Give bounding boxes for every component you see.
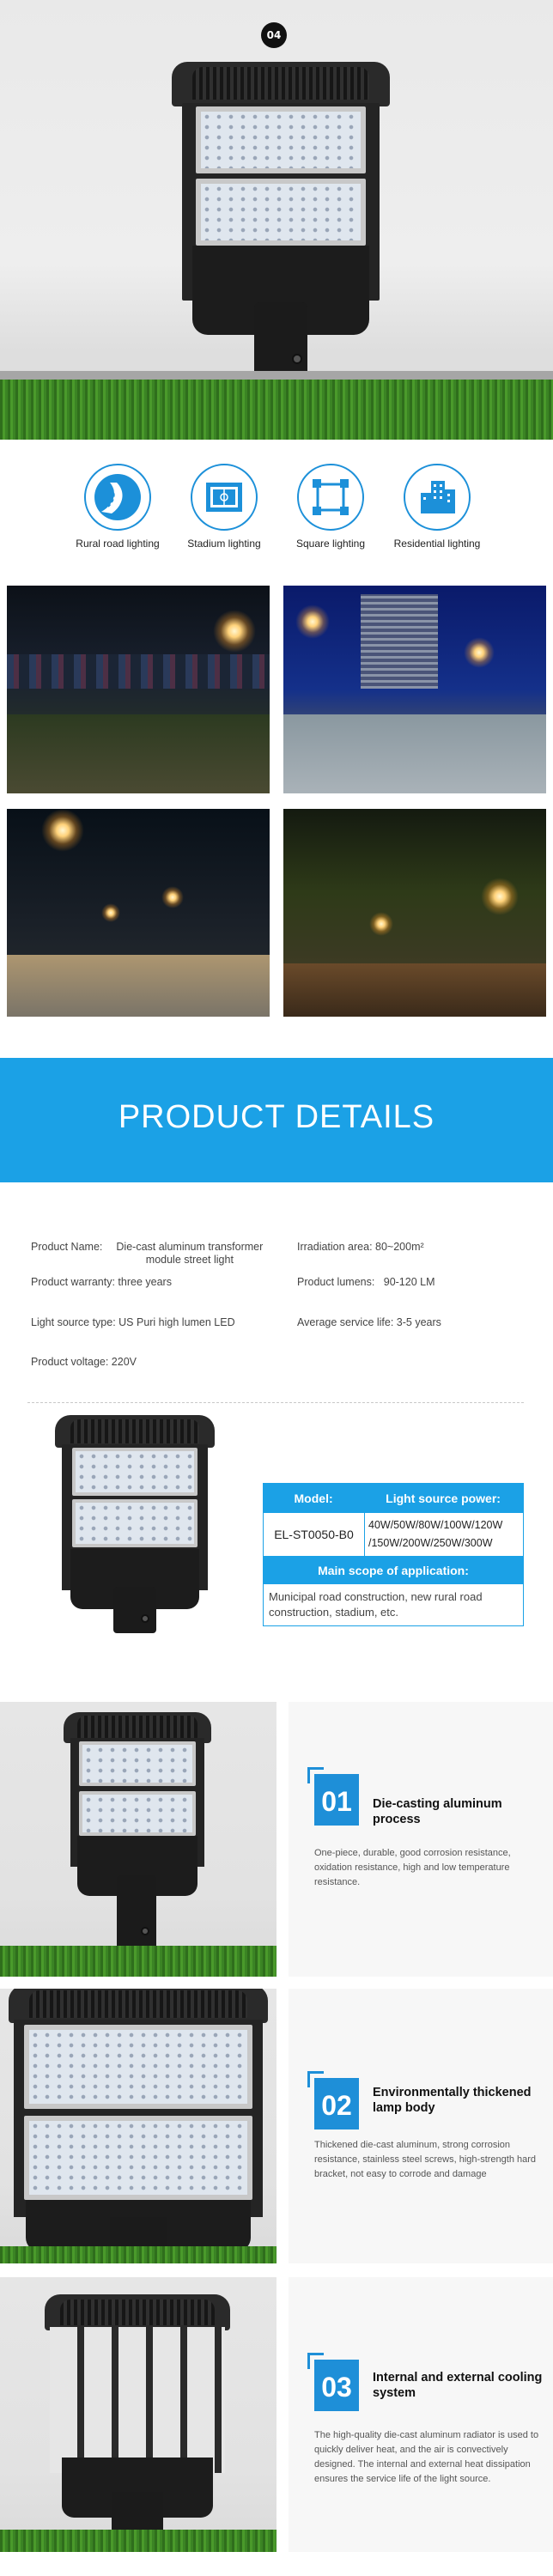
photo-city-night — [7, 586, 270, 793]
banner-title: PRODUCT DETAILS — [118, 1099, 435, 1135]
feature-section-01 — [0, 1702, 553, 1977]
feature-section-02 — [0, 1989, 553, 2263]
spec-irradiation-area: Irradiation area: 80~200m² — [297, 1241, 424, 1253]
table-cell-model: EL-ST0050-B0 — [264, 1513, 365, 1556]
feature-panel-01 — [289, 1702, 553, 1977]
scenario-label: Stadium lighting — [187, 538, 261, 550]
table-scope-value: Municipal road construction, new rural road construction, stadium, etc. — [269, 1590, 483, 1619]
feature-panel-02 — [289, 1989, 553, 2263]
feature-text-03: The high-quality die-cast aluminum radiator is used to quickly deliver heat, and the air is convectively designed. The internal and external heat dissipation ensures the service life of the light source. — [314, 2430, 539, 2484]
spec-service-life: Average service life: 3-5 years — [297, 1316, 441, 1328]
product-thumbnail — [55, 1415, 215, 1633]
feature-title-02: Environmentally thickened lamp body — [373, 2086, 532, 2115]
spec-lumens: Product lumens: 90-120 LM — [297, 1276, 435, 1288]
feature-text-02: Thickened die-cast aluminum, strong corrosion resistance, stainless steel screws, high-strength hard bracket, not easy to corrode and damage — [314, 2140, 537, 2179]
feature-number-01: 01 — [314, 1774, 359, 1826]
table-cell-power — [365, 1513, 523, 1556]
table-scope-header: Main scope of application: — [264, 1557, 523, 1584]
feature-number-03: 03 — [314, 2360, 359, 2411]
scenario-square — [275, 464, 386, 550]
table-header-power: Light source power: — [386, 1492, 501, 1505]
hero-product-image — [0, 0, 553, 440]
square-icon — [297, 464, 364, 531]
product-details-banner — [0, 1058, 553, 1182]
scenario-rural-road — [62, 464, 173, 550]
grass-ground — [0, 376, 553, 440]
photo-rural-road-night — [7, 809, 270, 1017]
feature-image-03 — [0, 2277, 276, 2552]
spec-table — [263, 1483, 524, 1626]
street-light-image — [172, 62, 390, 371]
table-row — [264, 1513, 523, 1557]
spec-product-name-label: Product Name: — [31, 1241, 103, 1253]
spec-voltage: Product voltage: 220V — [31, 1356, 137, 1368]
stadium-icon — [191, 464, 258, 531]
section-divider — [27, 1402, 524, 1403]
feature-image-01 — [0, 1702, 276, 1977]
feature-section-03 — [0, 2277, 553, 2552]
power-line-2: /150W/200W/250W/300W — [368, 1537, 493, 1549]
spec-product-name-value: Die-cast aluminum transformer module street light — [116, 1241, 264, 1266]
feature-title-01: Die-casting aluminum process — [373, 1797, 502, 1826]
rural-road-icon — [84, 464, 151, 531]
scenario-stadium — [168, 464, 280, 550]
feature-image-02 — [0, 1989, 276, 2263]
power-line-1: 40W/50W/80W/100W/120W — [368, 1519, 503, 1531]
feature-panel-03 — [289, 2277, 553, 2552]
application-scenarios — [0, 464, 553, 558]
spec-light-source: Light source type: US Puri high lumen LED — [31, 1316, 235, 1328]
scenario-residential — [381, 464, 493, 550]
photo-riverside-night — [283, 809, 546, 1017]
table-header-model: Model: — [294, 1492, 333, 1505]
spec-warranty: Product warranty: three years — [31, 1276, 172, 1288]
spec-product-name — [31, 1241, 289, 1267]
residential-icon — [404, 464, 471, 531]
feature-text-01: One-piece, durable, good corrosion resistance, oxidation resistance, high and low temperature resistance. — [314, 1848, 511, 1887]
scenario-label: Rural road lighting — [76, 538, 160, 550]
scenario-label: Residential lighting — [393, 538, 481, 550]
feature-title-03: Internal and external cooling system — [373, 2371, 543, 2400]
number-badge: 04 — [261, 22, 287, 48]
photo-court-night — [283, 586, 546, 793]
feature-number-02: 02 — [314, 2078, 359, 2129]
scenario-label: Square lighting — [295, 538, 366, 550]
table-header-row — [264, 1484, 523, 1513]
